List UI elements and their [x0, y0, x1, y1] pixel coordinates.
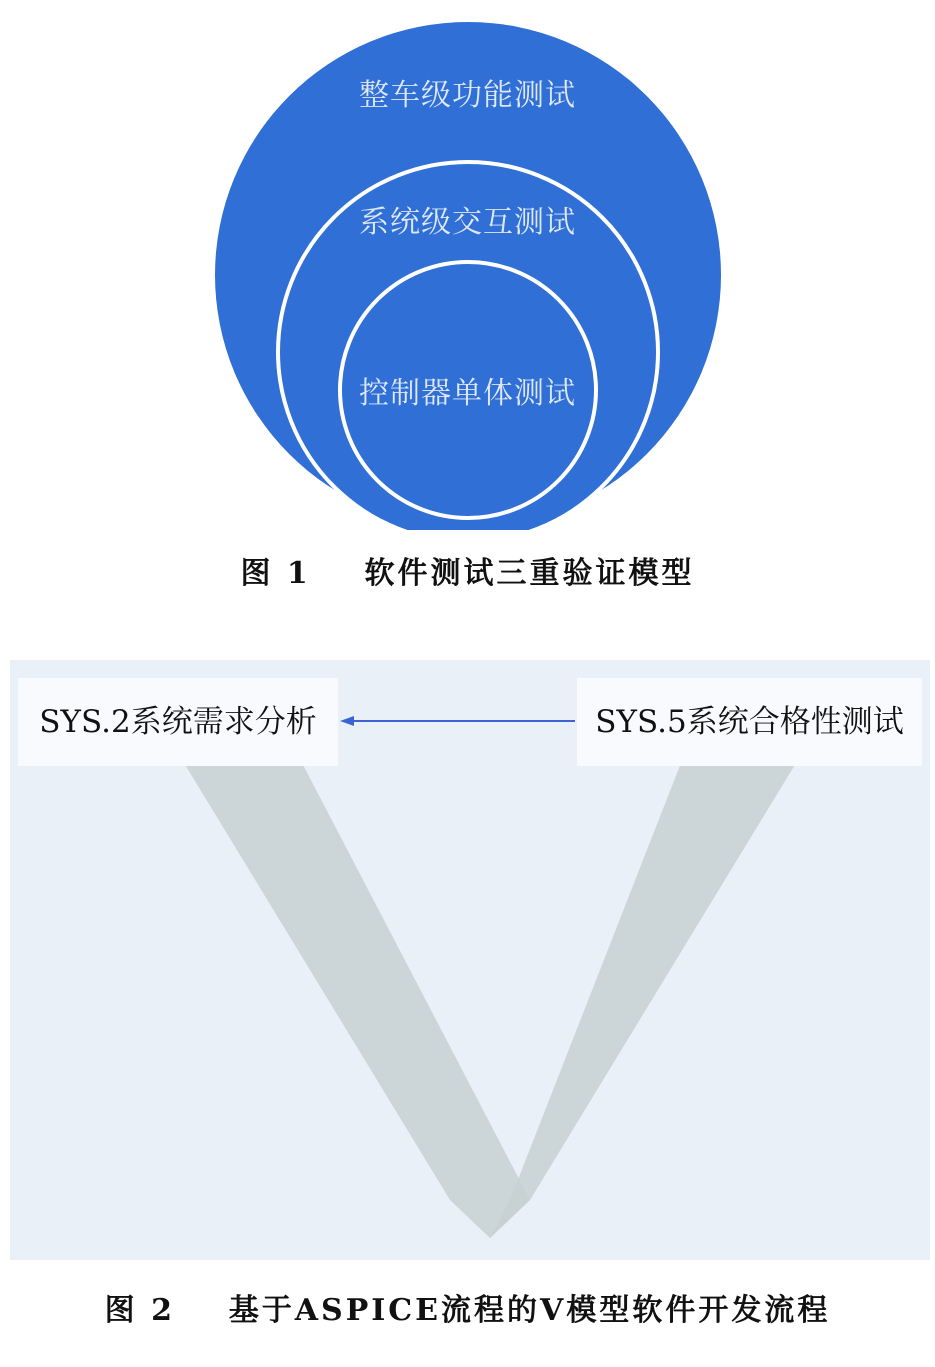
figure-2-caption-title: 基于ASPICE流程的V模型软件开发流程: [228, 1293, 831, 1328]
figure-2-diagram: [10, 660, 930, 1260]
figure-1: [0, 0, 935, 530]
right-box-label-0: SYS.5系统合格性测试: [595, 704, 904, 740]
outer-circle-label: 整车级功能测试: [359, 78, 576, 113]
inner-circle-label: 控制器单体测试: [359, 376, 576, 411]
figure-2-caption-number: 图 2: [104, 1293, 175, 1328]
v-right-arm: [490, 740, 810, 1238]
middle-circle-label: 系统级交互测试: [359, 205, 576, 240]
right-box-0: [577, 678, 922, 766]
figure-1-caption-number: 图 1: [240, 556, 311, 591]
left-box-label-0: SYS.2系统需求分析: [39, 704, 317, 740]
arrowhead-left: [340, 716, 354, 726]
figure-1-caption-title: 软件测试三重验证模型: [364, 556, 695, 591]
figure-1-caption: [0, 548, 935, 592]
figure-2-caption: [0, 1285, 935, 1329]
v-left-arm: [170, 740, 530, 1238]
left-box-0: [18, 678, 338, 766]
